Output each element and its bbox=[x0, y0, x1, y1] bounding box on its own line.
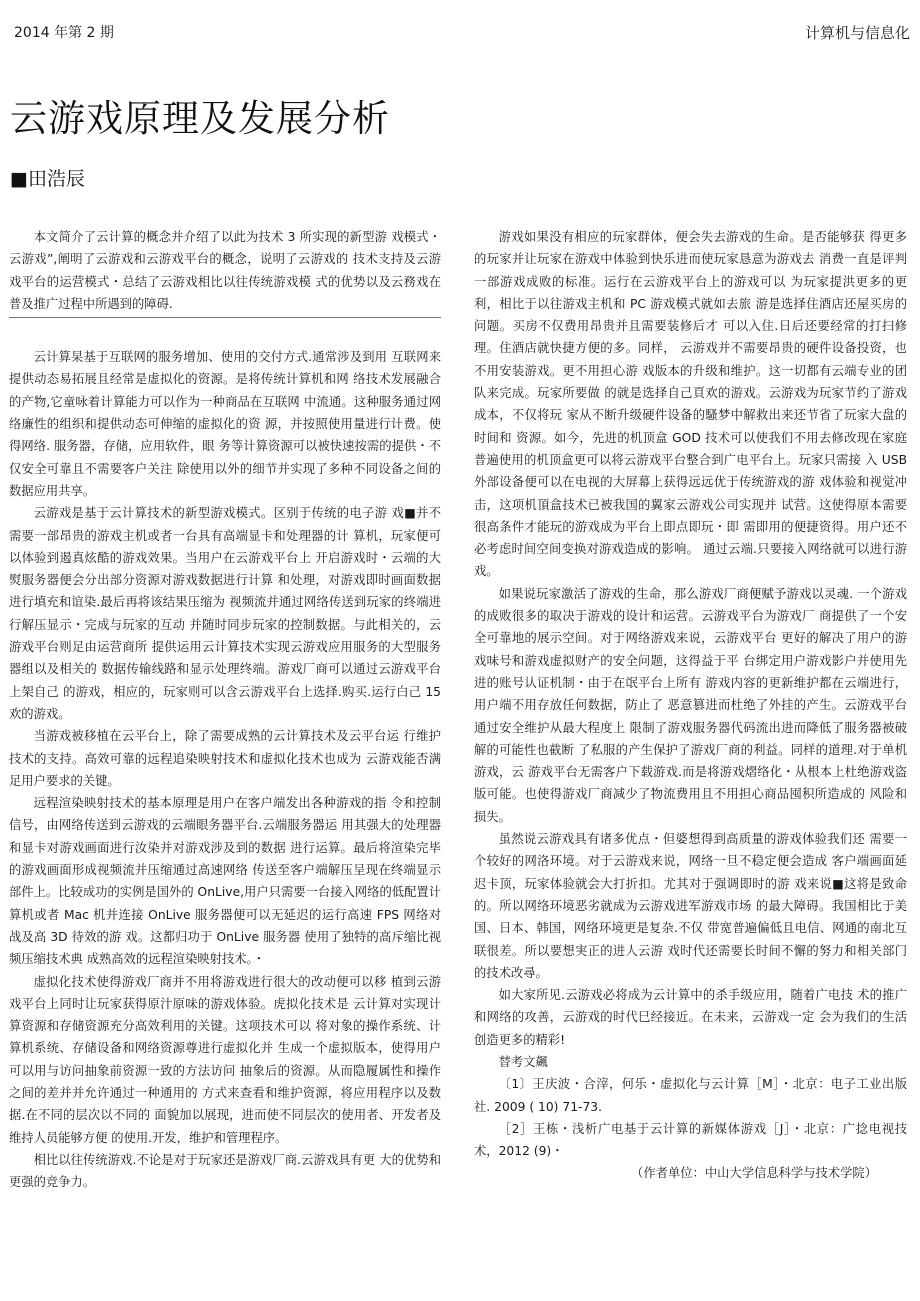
body-paragraph: 云计算杲基于互联网的服务增加、使用的交付方式.通常涉及到用 互联网来提供动态易拓展且经常是虚拟化的资源。是将传统计算机和网 络技术发展融合的产物,它童咏着计算能力可以作为一种商品在互联网 中流通。这种服务通过网络廉性的组织和提供动态可伸缩的虚拟化的资 源，并按照使用量进行计费。使得网络. 服务器，存储，应用软件，眼 务等计算资源可以被快速按需的提供・不仅安全可靠且不需要客户关注 除使用以外的细节并实现了多种不同设备之间的数据应用共享。 bbox=[9, 350, 441, 498]
body-paragraph: 虽然说云游戏具有诸多优点・但婆想得到高质量的游戏体验我们还 需要一个较好的网洛环境。对于云游戏来说，网络一旦不稳定便会造成 客户端画面延迟卡顶，玩家体验就会大打折扣。尤其对于强调即时的游 戏来说■这将是致命的。所以网络环境恶劣就成为云游戏进军游戏市场 的最大障碍。我国相比于美国、日本、韩国，网络环境更是复杂.不仅 带宽普遍偏低且电信、网通的南北互联很差。所以要想実正的进人云游 戏时代还需要长时间不懈的努力和相关部门的技术改尋。 bbox=[474, 832, 907, 980]
issue-label: 2014 年第 2 期 bbox=[14, 25, 114, 41]
author-affiliation: （作者单位：中山大学信息科学与技术学院） bbox=[631, 1166, 877, 1181]
body-paragraph: 相比以往传统游戏.不论是对于玩家还是游戏厂商.云游戏具有更 大的优势和更强的竞争力。 bbox=[9, 1152, 441, 1190]
body-paragraph: 当游戏被移植在云平台上，除了需要成熟的云计算技术及云平台运 行维护技术的支持。高效可靠的远程追染映射技术和虚拟化技术也成为 云游戏能否满足用户要求的关键。 bbox=[9, 729, 441, 788]
body-paragraph: 游戏如果没有相应的玩家群体，便会失去游戏的生命。是否能够获 得更多的玩家并让玩家在游戏中体验到快乐进而使玩家恳意为游戏去 消费一直是评判一部游戏成败的标准。运行在云游戏平台上的游戏可以 为玩家提洪更多的更利，相比于以往游戏主机和 PC 游戏模式就如去旅 游是选择住酒店还屋买房的问题。买房不仅费用昂贵并且需要装修后才 可以入住.日后还要经常的打扫修理。住酒店就快捷方便的多。同样， 云游戏并不需要昂贵的硬件设备投资，也不用安装游戏。更不用担心游 戏版本的升级和维护。这一切都有云端专业的团队来完成。玩家所要做 的就是选择自己頁欢的游戏。云游戏为玩家节约了游戏成本，不仅将玩 家从不断升级硬件设备的騷梦中解救出来还节省了玩家大盘的时间和 资源。如今，先进的机顶盒 GOD 技术可以使我们不用去修改现在家庭 普遍使用的机顶盒更可以将云游戏平台整合到广电平台上。玩家只需接 入 USB 外部设备便可以在电视的大屏幕上获得远远优于传统游戏的游 戏体验和视觉冲击，这项机頂盒技术已被我国的翼家云游戏公司实现并 试营。这使得原本需要很高条件才能玩的游戏成为平台上即点即玩・即 需即用的便捷资得。用户还不必考虑时间空间变换对游戏造成的影响。 通过云端.只要接入网络就可以进行游戏。 bbox=[474, 230, 907, 579]
article-author: ■田浩辰 bbox=[10, 168, 85, 190]
body-paragraph: 云游戏是基于云计算技术的新型游戏模式。区别于传统的电子游 戏■并不需要一部昂贵的游戏主机或者一台具有高端显卡和处理器的计 算机，玩家便可以体验到遏真炫酷的游戏效果。当用户在云游戏平台上 开启游戏时・云端的大熨服务器便会分出部分资源对游戏数据进行计算 和处理，对游戏即时画面数据进行填充和谊染.最后再将该结果压缩为 视频流并通过网络传送到玩家的终端进行解压显示・完成与玩家的互动 并随时同步玩家的控制数据。与此相关的，云游戏平台则足由运营商所 提供运用云计算技术实现云游戏应用服务的大型服务器组以及相关的 数据传输线路和显示处理终端。游戏厂商可以通过云游戏平台上架自己 的游戏，相应的，玩家则可以含云游戏平台上选择.购买.运行白己 15 欢的游戏。 bbox=[9, 506, 441, 721]
right-column bbox=[474, 226, 907, 1185]
references-heading: 替考文飆 bbox=[498, 1054, 548, 1069]
body-paragraph: 如果说玩家激活了游戏的生命，那么游戏厂商便赋予游戏以灵魂. 一个游戏的成败很多的取决于游戏的设计和运营。云游戏平台为游戏厂 商提供了一个安全可靠地的展示空间。对于网络游戏来说，云游戏平台 更好的解决了用户的游戏味号和游戏虚拟财产的安全问题，这得益于平 台绑定用户游戏影户并使用先进的账号认证机制・由于在氓平台上所有 游戏内容的更新维护都在云端进行，用户端不用存放任何数据，防止了 恶意篡进而杜绝了外挂的产生。云游戏平台通过安全维护从最大程度上 限制了游戏服务器代码流出进而降低了服务器被破解的可能性也截断 了私服的产生保护了游戏厂商的利益。同样的道理.对于单机游戏，云 游戏平台无需客户下载游戏.而是将游戏熠络化・从根本上杜绝游戏盗 版可能。也使得游戏厂商减少了物流费用且不用担心商品囤积所造成的 风险和损失。 bbox=[474, 586, 907, 824]
body-paragraph: 如大家所见.云游戏必将成为云计算中的杀手级应用，随着广电技 术的推广和网络的攻善，云游戏的时代巳经接近。在未来，云游戏一定 会为我们的生活创造更多的精彩! bbox=[474, 988, 907, 1047]
journal-name: 计算机与信息化 bbox=[804, 24, 910, 42]
article-title: 云游戏原理及发展分析 bbox=[10, 97, 390, 140]
abstract-text: 本文简介了云计算的概念并介绍了以此为技术 3 所实现的新型游 戏模式・云游戏”,阐明了云游戏和云游戏平台的概念，说明了云游戏的 技术支持及云游戏平台的运营模式・总结了云游戏相比以往传统游戏模 式的优势以及云務戏在普及推广过程中所遇到的障碍. bbox=[9, 230, 441, 311]
left-column bbox=[9, 226, 441, 1193]
reference-item: 〔1〕王庆波・合滓，何乐・虚拟化与云计算［M］・北京：电子工业出版 社. 2009 ( 10) 71-73. bbox=[474, 1077, 907, 1114]
abstract bbox=[9, 226, 441, 318]
reference-item: ［2］王栋・浅析广电基于云计算的新媒体游戏［J］・北京：广捻电视技 术，2012 (9)・ bbox=[474, 1121, 907, 1159]
body-paragraph: 远程渲染映射技术的基本原理是用户在客户端发出各种游戏的指 令和控制信号，由网络传送到云游戏的云端眼务器平台.云端服务器运 用其强大的处理器和显卡对游戏画面进行汝染并对游戏涉及到的数据 进行运算。最后将渲染完毕的游戏画面形成视频流并压缩通过高速网络 传送至客户端解压呈现在终端显示部件上。比较成功的实例是国外的 OnLive,用户只需要一台接入网络的低配置计算机或者 Mac 机并连接 OnLive 服务器便可以无延迟的运行高速 FPS 网络对战及高 3D 待效的游 戏。这都归功于 OnLive 服务器 使用了独特的高斥缩比视频压缩技术典 成熟高效的远程渲染映射技术。・ bbox=[9, 796, 441, 967]
body-paragraph: 虚拟化技术使得游戏厂商并不用将游戏进行很大的改动便可以移 植到云游戏平台上同时让玩家获得原汁原味的游戏体验。虎拟化技术是 云计算对实现计算资源和存储资源充分高效利用的关键。这项技术可以 将对象的操作系统、计算机系统、存储设备和网络资源尊进行虚拟化并 生成一个虚拟版本，使得用户可以用与访问抽象前资源一致的方法访问 抽象后的资源。从而隐履属性和操作之间的差并并允许通过一种通用的 方式来查看和维护资源，将应用程序以及数据.在不同的层次以不同的 面貌加以展现，进而使不同层次的使用者、开发者及维持人员能够方便 的使用.开发，维护和管理程序。 bbox=[9, 974, 441, 1145]
page-header bbox=[0, 22, 920, 46]
